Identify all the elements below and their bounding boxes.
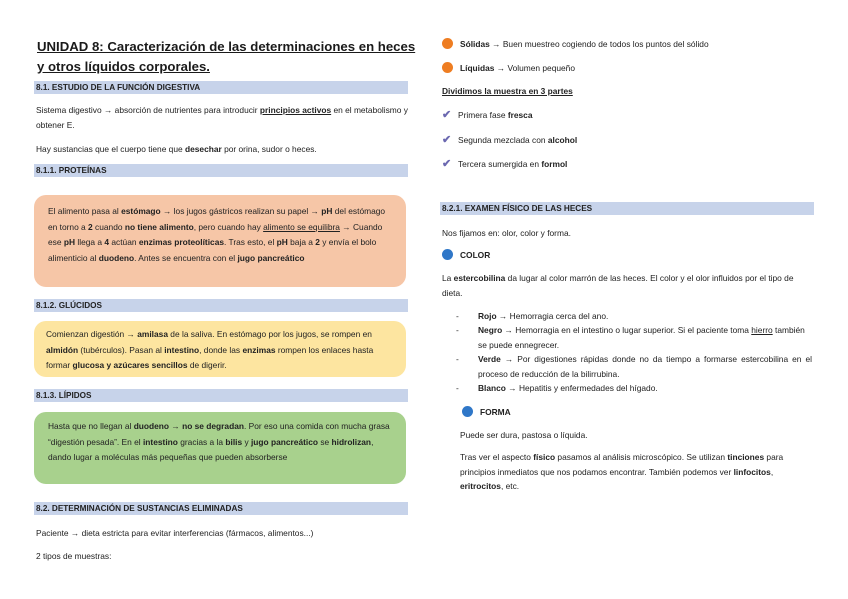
orange-bullet-icon	[442, 62, 453, 73]
orange-bullet-icon	[442, 38, 453, 49]
list-item-solidas: Sólidas → Buen muestreo cogiendo de todos los puntos del sólido	[442, 37, 832, 52]
section-heading-lipidos: 8.1.3. LÍPIDOS	[34, 389, 408, 402]
page-title: UNIDAD 8: Caracterización de las determinaciones en heces y otros líquidos corporales.	[37, 39, 416, 74]
color-item-rojo: - Rojo → Hemorragia cerca del ano.	[456, 311, 609, 321]
paragraph-nos-fijamos: Nos fijamos en: olor, color y forma.	[442, 228, 571, 238]
check-item-fresca: ✔ Primera fase fresca	[442, 109, 533, 121]
check-icon: ✔	[442, 134, 452, 146]
blue-bullet-icon	[462, 406, 473, 417]
section-heading-proteinas: 8.1.1. PROTEÍNAS	[34, 164, 408, 177]
dividimos-heading: Dividimos la muestra en 3 partes	[442, 86, 573, 96]
color-item-verde: - Verde → Por digestiones rápidas donde no da tiempo a formarse estercobilina en el proceso de reducción de la bilirrubina.	[456, 354, 813, 379]
section-heading-8-2: 8.2. DETERMINACIÓN DE SUSTANCIAS ELIMINADAS	[34, 502, 408, 515]
color-item-blanco: - Blanco → Hepatitis y enfermedades del hígado.	[456, 383, 658, 393]
glucidos-box: Comienzan digestión → amilasa de la saliva. En estómago por los jugos, se rompen en almidón (tubérculos). Pasan al intestino, donde las enzimas rompen los enlaces hasta formar glucosa y azúcares sencillos de digerir.	[34, 321, 406, 377]
forma-heading: FORMA	[462, 405, 662, 420]
list-item-liquidas: Líquidas → Volumen pequeño	[442, 61, 832, 76]
check-item-alcohol: ✔ Segunda mezclada con alcohol	[442, 134, 578, 146]
paragraph-tipos-muestras: 2 tipos de muestras:	[36, 551, 112, 561]
lipidos-box: Hasta que no llegan al duodeno → no se degradan. Por eso una comida con mucha grasa “digestión pesada”. En el intestino gracias a la bilis y jugo pancreático se hidrolizan, dando lugar a moléculas más pequeñas que pueden absorberse	[34, 412, 406, 484]
color-item-negro: - Negro → Hemorragia en el intestino o lugar superior. Si el paciente toma hierro también se puede ennegrecer.	[456, 325, 805, 350]
paragraph-estercobilina: La estercobilina da lugar al color marrón de las heces. El color y el olor influidos por el tipo de dieta.	[442, 273, 794, 298]
blue-bullet-icon	[442, 249, 453, 260]
color-heading: COLOR	[442, 248, 642, 263]
paragraph-paciente: Paciente → dieta estricta para evitar interferencias (fármacos, alimentos...)	[36, 528, 314, 538]
paragraph-sistema-digestivo: Sistema digestivo → absorción de nutrientes para introducir principios activos en el metabolismo y obtener E.	[36, 105, 408, 130]
check-icon: ✔	[442, 158, 452, 170]
section-heading-8-2-1: 8.2.1. EXAMEN FÍSICO DE LAS HECES	[440, 202, 814, 215]
paragraph-desechar: Hay sustancias que el cuerpo tiene que desechar por orina, sudor o heces.	[36, 144, 317, 154]
section-heading-glucidos: 8.1.2. GLÚCIDOS	[34, 299, 408, 312]
paragraph-analisis-microscopico: Tras ver el aspecto físico pasamos al análisis microscópico. Se utilizan tinciones para principios inmediatos que nos podamos encontrar. También podemos ver linfocitos, eritrocitos, etc.	[460, 452, 784, 491]
proteinas-box: El alimento pasa al estómago → los jugos gástricos realizan su papel → pH del estómago en torno a 2 cuando no tiene alimento, pero cuando hay alimento se equilibra → Cuando ese pH llega a 4 actúan enzimas proteolíticas. Tras esto, el pH baja a 2 y envía el bolo alimenticio al duodeno. Antes se encuentra con el jugo pancreático	[34, 195, 406, 287]
check-icon: ✔	[442, 109, 452, 121]
section-heading-8-1: 8.1. ESTUDIO DE LA FUNCIÓN DIGESTIVA	[34, 81, 408, 94]
paragraph-forma-dura: Puede ser dura, pastosa o líquida.	[460, 430, 588, 440]
check-item-formol: ✔ Tercera sumergida en formol	[442, 158, 568, 170]
